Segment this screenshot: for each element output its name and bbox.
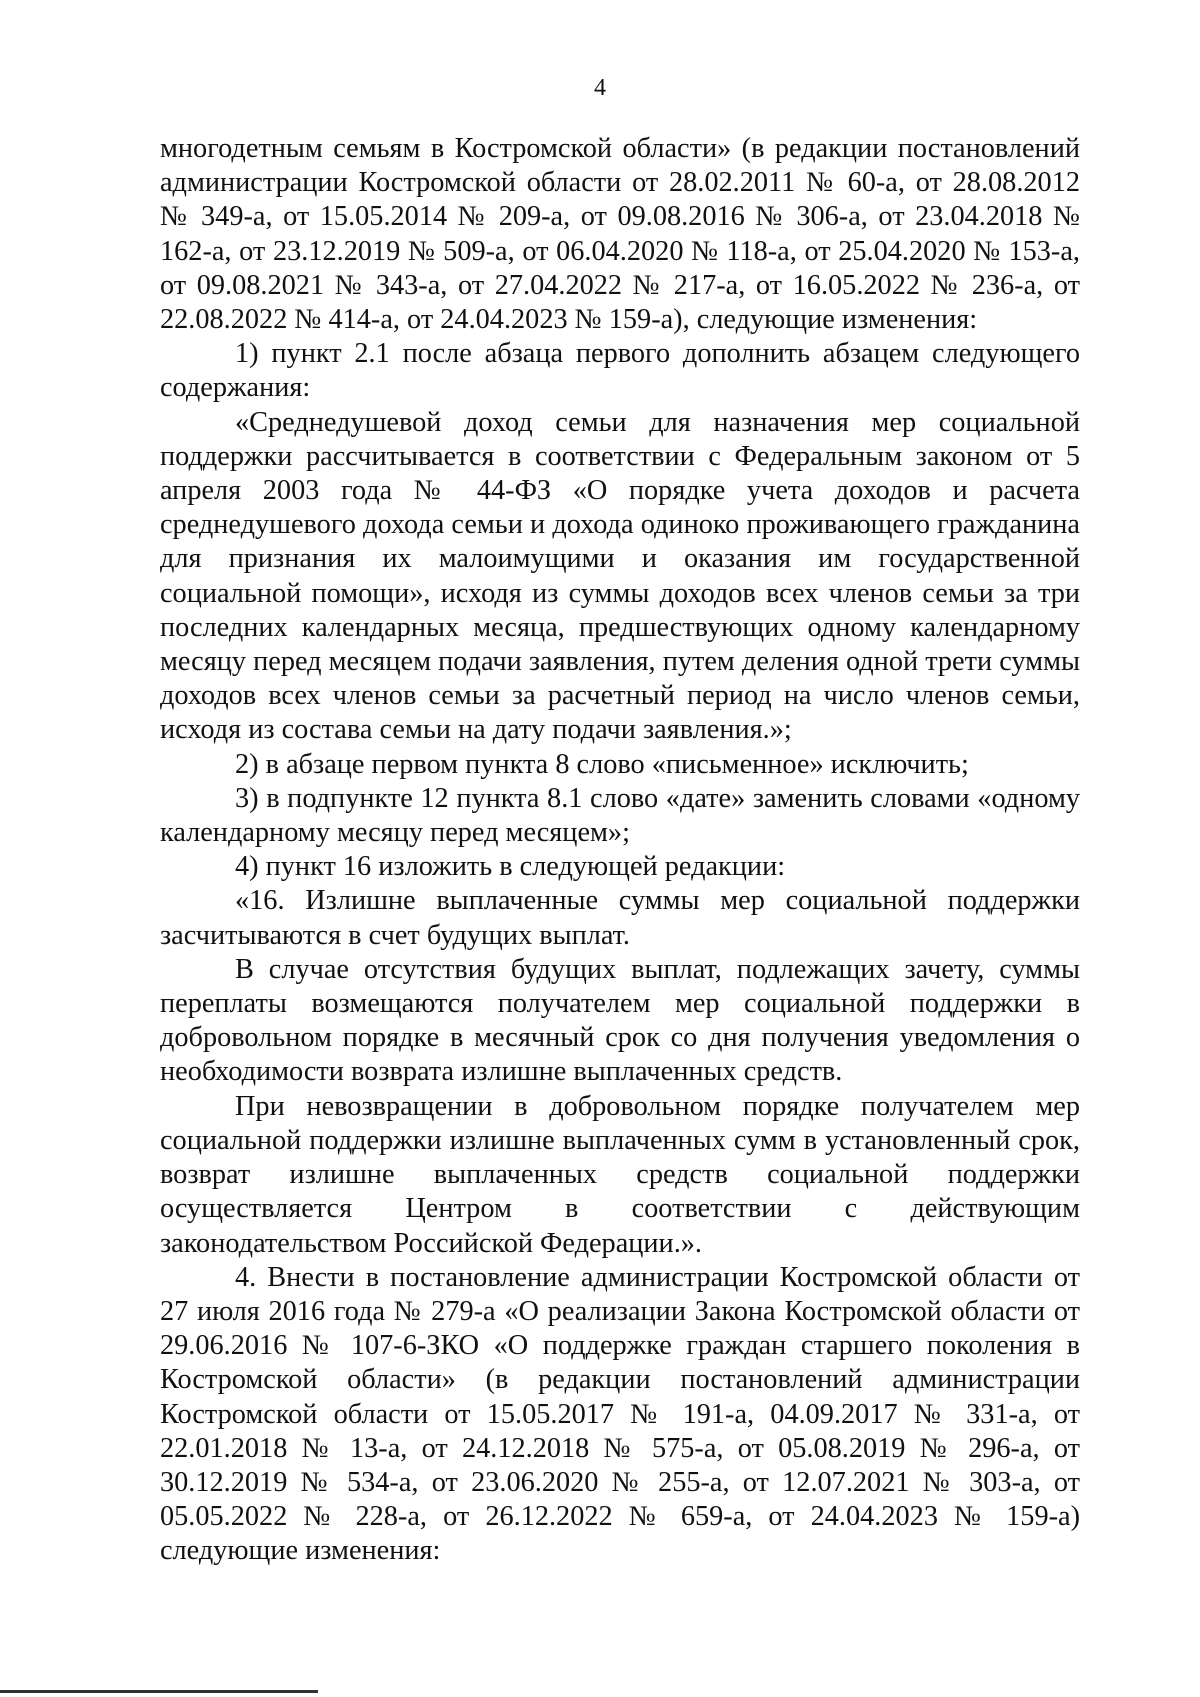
- paragraph-quote-income: «Среднедушевой доход семьи для назначения мер социальной поддержки рассчитывается в соответствии с Федеральным законом от 5 апреля 2003 года № 44-ФЗ «О порядке учета доходов и расчета среднедушевого дохода семьи и дохода одиноко проживающего гражданина для признания их малоимущими и оказания им государственной социальной помощи», исходя из суммы доходов всех членов семьи за три последних календарных месяца, предшествующих одному календарному месяцу перед месяцем подачи заявления, путем деления одной трети суммы доходов всех членов семьи за расчетный период на число членов семьи, исходя из состава семьи на дату подачи заявления.»;: [160, 406, 1080, 746]
- paragraph-continuation: многодетным семьям в Костромской области» (в редакции постановлений администрации Костромской области от 28.02.2011 № 60-а, от 28.08.2012 № 349-а, от 15.05.2014 № 209-а, от 09.08.2016 № 306-а, от 23.04.2018 № 162-а, от 23.12.2019 № 509-а, от 06.04.2020 № 118-а, от 25.04.2020 № 153-а, от 09.08.2021 № 343-а, от 27.04.2022 № 217-а, от 16.05.2022 № 236-а, от 22.08.2022 № 414-а, от 24.04.2023 № 159-а), следующие изменения:: [160, 133, 1080, 336]
- paragraph-quote-16: «16. Излишне выплаченные суммы мер социальной поддержки засчитываются в счет будущих выплат.: [160, 885, 1080, 951]
- scan-artifact-line: [0, 1690, 318, 1693]
- paragraph-item-2: 2) в абзаце первом пункта 8 слово «письменное» исключить;: [235, 748, 969, 780]
- paragraph-item-4: 4) пункт 16 изложить в следующей редакции:: [235, 851, 786, 883]
- paragraph-item-3: 3) в подпункте 12 пункта 8.1 слово «дате» заменить словами «одному календарному месяцу перед месяцем»;: [160, 782, 1080, 849]
- paragraph-overpayment: В случае отсутствия будущих выплат, подлежащих зачету, суммы переплаты возмещаются получателем мер социальной поддержки в добровольном порядке в месячный срок со дня получения уведомления о необходимости возврата излишне выплаченных средств.: [160, 953, 1080, 1088]
- page-number: 4: [594, 75, 606, 101]
- paragraph-item-1: 1) пункт 2.1 после абзаца первого дополнить абзацем следующего содержания:: [160, 338, 1080, 404]
- document-body: [160, 132, 1080, 1569]
- paragraph-non-return: При невозвращении в добровольном порядке получателем мер социальной поддержки излишне выплаченных сумм в установленный срок, возврат излишне выплаченных средств социальной поддержки осуществляется Центром в соответствии с действующим законодательством Российской Федерации.».: [160, 1090, 1080, 1259]
- paragraph-section-4: 4. Внести в постановление администрации Костромской области от 27 июля 2016 года № 279-а «О реализации Закона Костромской области от 29.06.2016 № 107-6-ЗКО «О поддержке граждан старшего поколения в Костромской области» (в редакции постановлений администрации Костромской области от 15.05.2017 № 191-а, 04.09.2017 № 331-а, от 22.01.2018 № 13-а, от 24.12.2018 № 575-а, от 05.08.2019 № 296-а, от 30.12.2019 № 534-а, от 23.06.2020 № 255-а, от 12.07.2021 № 303-а, от 05.05.2022 № 228-а, от 26.12.2022 № 659-а, от 24.04.2023 № 159-а) следующие изменения:: [160, 1261, 1080, 1567]
